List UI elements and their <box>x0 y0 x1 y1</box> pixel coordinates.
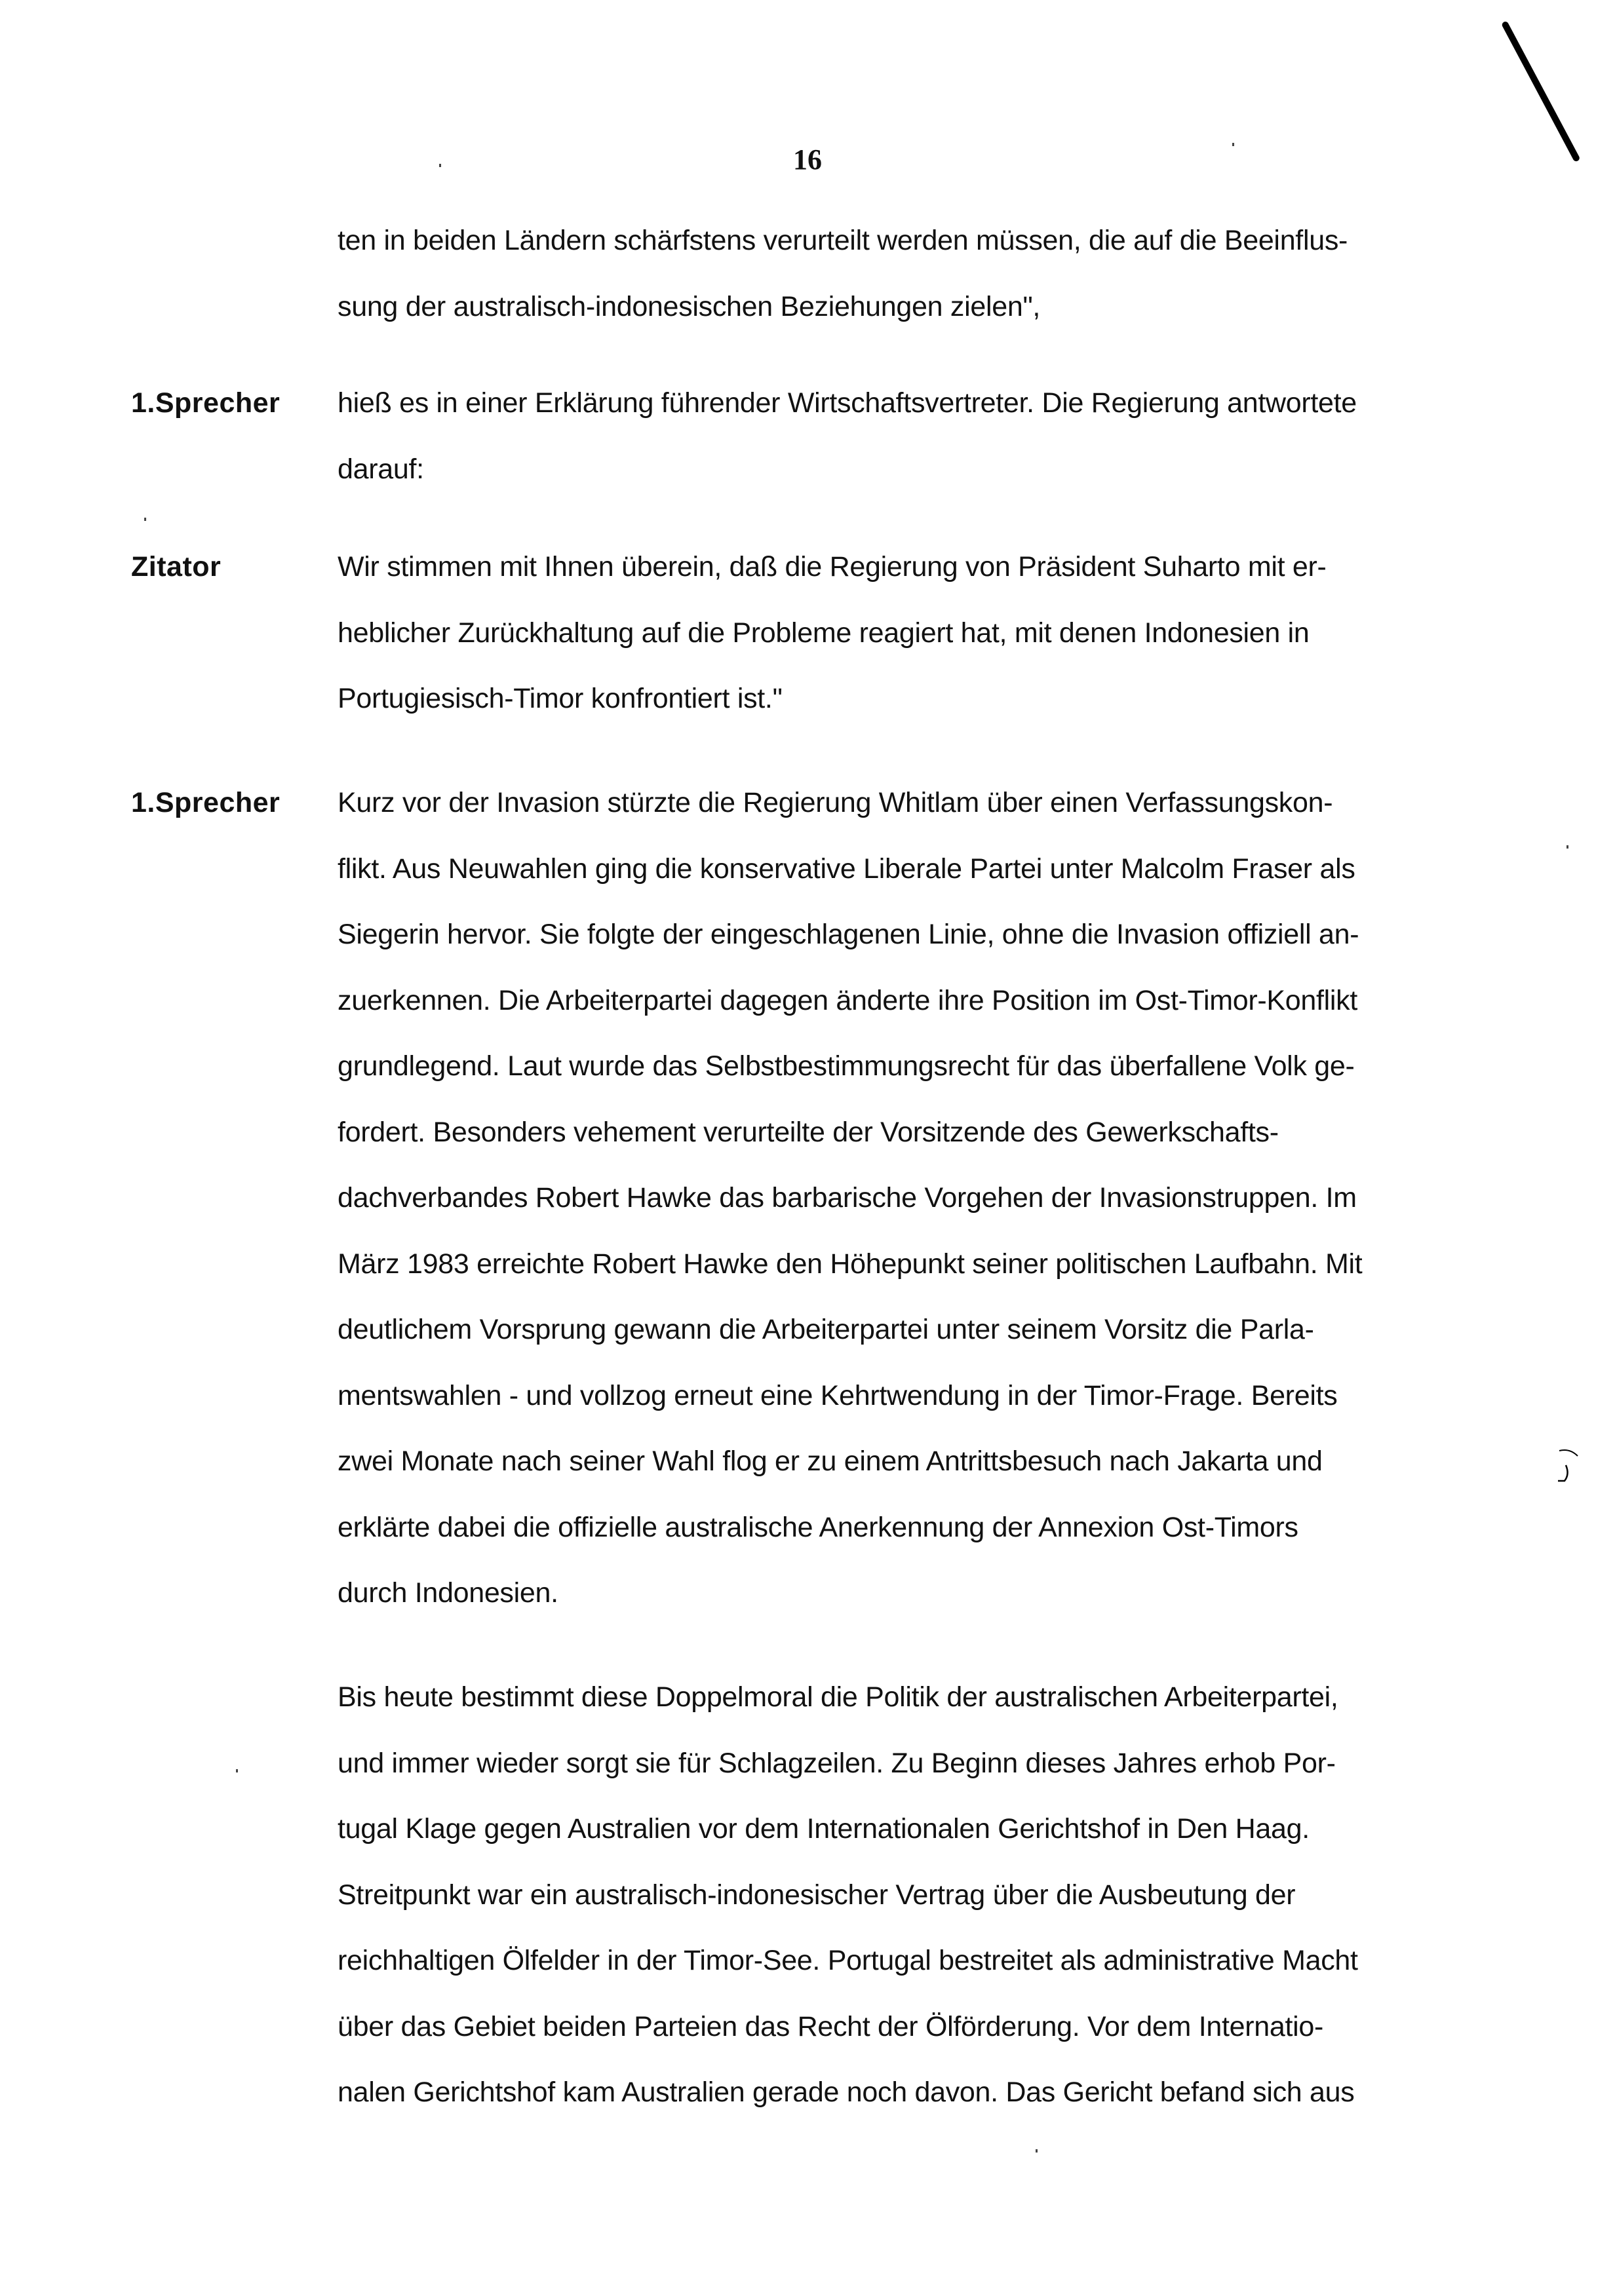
text-line: mentswahlen - und vollzog erneut eine Kehrtwendung in der Timor-Frage. Bereits <box>338 1379 1338 1411</box>
scan-speck <box>236 1769 238 1772</box>
paragraph <box>338 770 1478 1626</box>
text-line: Streitpunkt war ein australisch-indonesischer Vertrag über die Ausbeutung der <box>338 1879 1296 1911</box>
text-line: erklärte dabei die offizielle australische Anerkennung der Annexion Ost-Timors <box>338 1511 1298 1543</box>
page-number: 16 <box>793 144 822 176</box>
text-line: darauf: <box>338 453 424 485</box>
text-line: deutlichem Vorsprung gewann die Arbeiterpartei unter seinem Vorsitz die Parla- <box>338 1314 1314 1345</box>
scan-speck <box>1036 2149 1038 2152</box>
text-line: Wir stimmen mit Ihnen überein, daß die Regierung von Präsident Suharto mit er- <box>338 551 1327 583</box>
paragraph <box>338 1664 1478 2126</box>
text-line: ten in beiden Ländern schärfstens verurteilt werden müssen, die auf die Beeinflus- <box>338 225 1348 256</box>
speaker-label: 1.Sprecher <box>131 387 281 419</box>
text-line: sung der australisch-indonesischen Beziehungen zielen", <box>338 290 1041 322</box>
text-line: flikt. Aus Neuwahlen ging die konservative Liberale Partei unter Malcolm Fraser als <box>338 852 1355 885</box>
text-line: hieß es in einer Erklärung führender Wirtschaftsvertreter. Die Regierung antwortete <box>338 387 1357 419</box>
text-line: durch Indonesien. <box>338 1577 558 1609</box>
text-line: zwei Monate nach seiner Wahl flog er zu einem Antrittsbesuch nach Jakarta und <box>338 1445 1323 1477</box>
text-line: heblicher Zurückhaltung auf die Probleme reagiert hat, mit denen Indonesien in <box>338 617 1310 649</box>
paragraph <box>338 370 1478 502</box>
text-line: zuerkennen. Die Arbeiterpartei dagegen änderte ihre Position im Ost-Timor-Konflikt <box>338 984 1358 1016</box>
text-line: grundlegend. Laut wurde das Selbstbestimmungsrecht für das überfallene Volk ge- <box>338 1050 1355 1082</box>
text-line: Kurz vor der Invasion stürzte die Regierung Whitlam über einen Verfassungskon- <box>338 787 1333 818</box>
text-line: reichhaltigen Ölfelder in der Timor-See. Portugal bestreitet als administrative Macht <box>338 1945 1358 1976</box>
text-line: über das Gebiet beiden Parteien das Recht der Ölförderung. Vor dem Internatio- <box>338 2010 1324 2042</box>
handwritten-bracket-mark <box>1557 1448 1583 1487</box>
paragraph <box>338 208 1478 339</box>
text-line: März 1983 erreichte Robert Hawke den Höhepunkt seiner politischen Laufbahn. Mit <box>338 1248 1363 1280</box>
text-line: Bis heute bestimmt diese Doppelmoral die Politik der australischen Arbeiterpartei, <box>338 1681 1338 1713</box>
scan-speck <box>144 518 146 521</box>
text-line: dachverbandes Robert Hawke das barbarische Vorgehen der Invasionstruppen. Im <box>338 1182 1357 1214</box>
scan-speck <box>1232 143 1234 146</box>
text-line: fordert. Besonders vehement verurteilte der Vorsitzende des Gewerkschafts- <box>338 1116 1279 1148</box>
paragraph <box>338 534 1478 732</box>
speaker-label: 1.Sprecher <box>131 787 281 818</box>
text-line: Portugiesisch-Timor konfrontiert ist." <box>338 683 783 714</box>
text-line: und immer wieder sorgt sie für Schlagzeilen. Zu Beginn dieses Jahres erhob Por- <box>338 1747 1336 1779</box>
speaker-label: Zitator <box>131 551 222 583</box>
scan-speck <box>439 164 441 167</box>
handwritten-slash-mark <box>1501 20 1581 163</box>
text-line: tugal Klage gegen Australien vor dem Internationalen Gerichtshof in Den Haag. <box>338 1813 1310 1845</box>
scan-speck <box>1566 845 1568 849</box>
text-line: Siegerin hervor. Sie folgte der eingeschlagenen Linie, ohne die Invasion offiziell an- <box>338 919 1359 950</box>
text-line: nalen Gerichtshof kam Australien gerade noch davon. Das Gericht befand sich aus <box>338 2076 1355 2108</box>
